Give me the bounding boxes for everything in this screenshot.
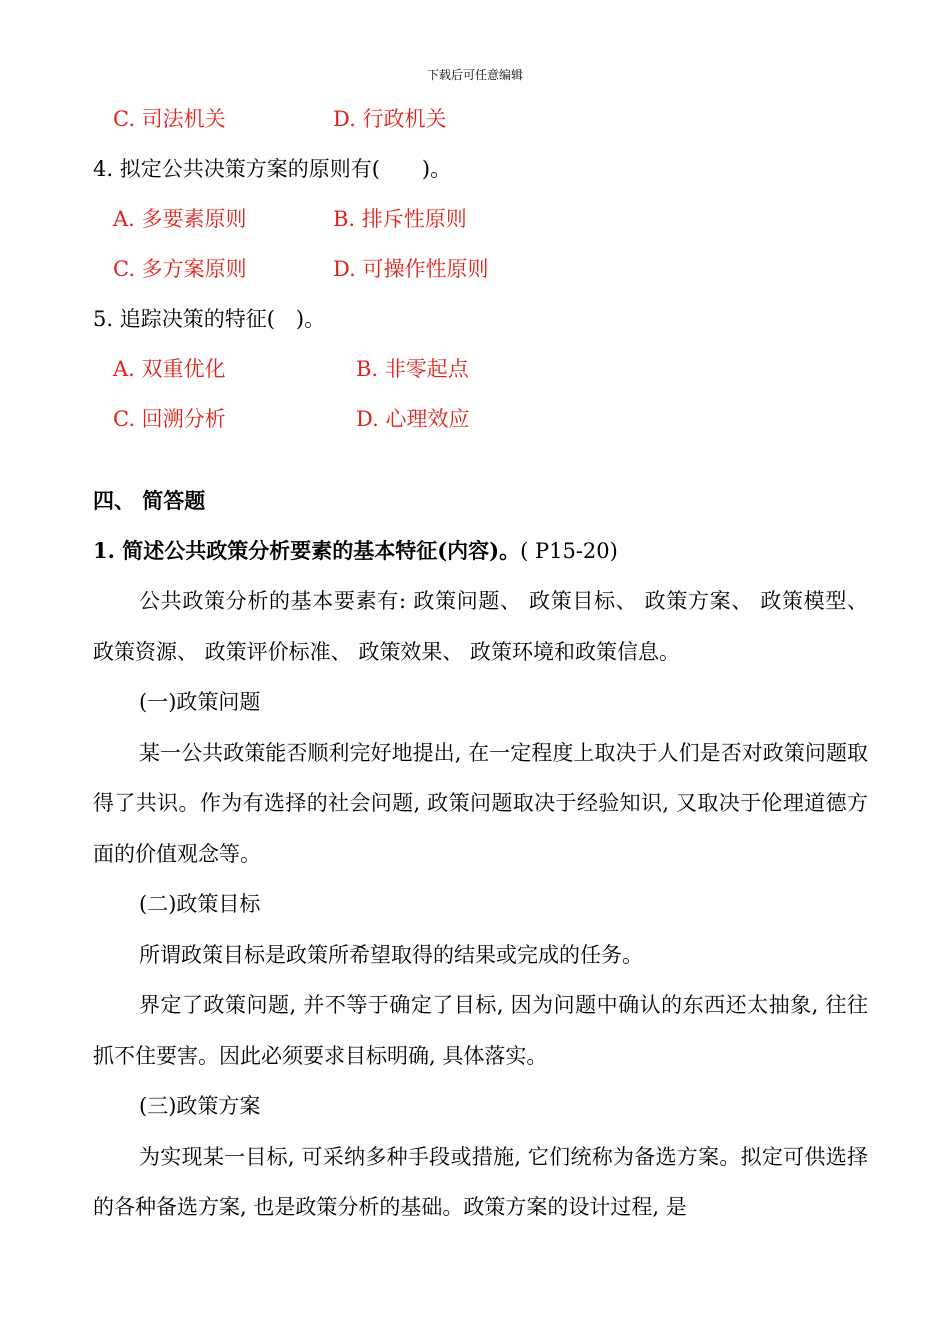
sub-heading-1: (一)政策问题 bbox=[139, 690, 261, 714]
q5-option-a: A. 双重优化 bbox=[113, 357, 226, 381]
q4-option-c: C. 多方案原则 bbox=[113, 257, 247, 281]
q3-option-d: D. 行政机关 bbox=[333, 107, 447, 131]
q5-option-c: C. 回溯分析 bbox=[113, 407, 226, 431]
q5-option-b: B. 非零起点 bbox=[356, 357, 469, 381]
sub-heading-3: (三)政策方案 bbox=[139, 1094, 261, 1118]
q3-option-c: C. 司法机关 bbox=[113, 107, 226, 131]
sub-1-text: 某一公共政策能否顺利完好地提出, 在一定程度上取决于人们是否对政策问题取得了共识。作为有选择的社会问题, 政策问题取决于经验知识, 又取决于伦理道德方面的价值观念等。 bbox=[93, 740, 868, 866]
q4-option-d: D. 可操作性原则 bbox=[333, 257, 489, 281]
section-4-title: 四、 简答题 bbox=[93, 488, 206, 513]
essay-1-intro: 公共政策分析的基本要素有: 政策问题、 政策目标、 政策方案、 政策模型、 政策资源、 政策评价标准、 政策效果、 政策环境和政策信息。 bbox=[93, 589, 868, 664]
sub-heading-2: (二)政策目标 bbox=[139, 892, 261, 916]
q4-option-a: A. 多要素原则 bbox=[113, 207, 247, 231]
question-4: 4. 拟定公共决策方案的原则有( )。 bbox=[93, 157, 452, 181]
sub-3-text: 为实现某一目标, 可采纳多种手段或措施, 它们统称为备选方案。拟定可供选择的各种备选方案, 也是政策分析的基础。政策方案的设计过程, 是 bbox=[93, 1144, 868, 1219]
essay-1-heading bbox=[93, 538, 618, 564]
essay-1-body bbox=[93, 576, 868, 1233]
question-5: 5. 追踪决策的特征( )。 bbox=[93, 307, 326, 331]
q4-option-b: B. 排斥性原则 bbox=[333, 207, 467, 231]
q5-option-d: D. 心理效应 bbox=[356, 407, 470, 431]
essay-1-title: 1. 简述公共政策分析要素的基本特征(内容)。 bbox=[93, 538, 521, 563]
essay-1-pages: ( P15-20) bbox=[520, 539, 618, 563]
sub-2-text-2: 界定了政策问题, 并不等于确定了目标, 因为问题中确认的东西还太抽象, 往往抓不住要害。因此必须要求目标明确, 具体落实。 bbox=[93, 993, 868, 1068]
sub-2-text-1: 所谓政策目标是政策所希望取得的结果或完成的任务。 bbox=[139, 942, 643, 967]
page-header: 下载后可任意编辑 bbox=[426, 68, 523, 82]
